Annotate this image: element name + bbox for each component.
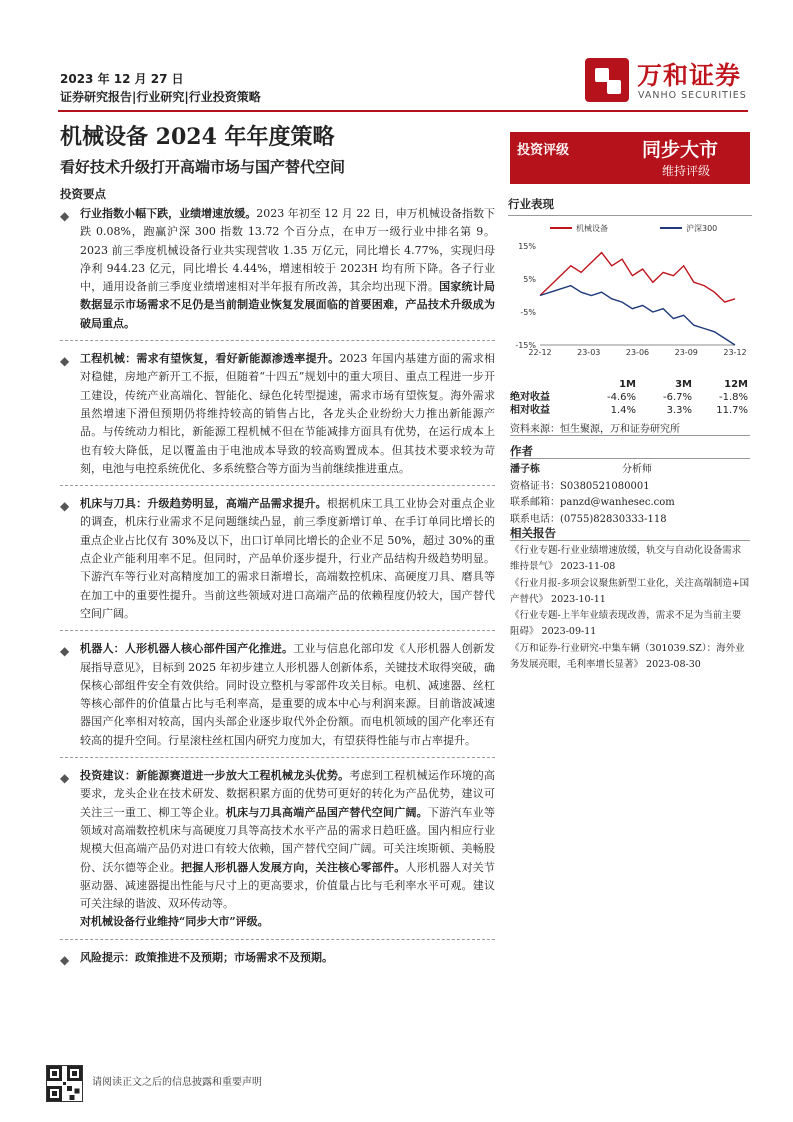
bullet-tail: 政策推进不及预期；市场需求不及预期。 — [135, 950, 333, 964]
page-subtitle: 看好技术升级打开高端市场与国产替代空间 — [60, 158, 346, 176]
bullet-lead: 风险提示： — [80, 950, 135, 964]
bullet-emphasis: 机床与刀具高端产品国产替代空间广阔。 — [225, 805, 428, 819]
table-header-cell: 3M — [675, 379, 692, 390]
data-source: 资料来源：恒生聚源，万和证券研究所 — [510, 424, 680, 435]
author-email[interactable]: 联系邮箱：panzd@wanhesec.com — [510, 497, 675, 508]
divider — [60, 630, 495, 631]
bullet-text: 工业与信息化部印发《人形机器人创新发展指导意见》，目标到 2025 年初步建立人形机器人创新体系，关键技术取得突破，确保核心部组件安全有效供给。同时设立整机与零部件攻关目标。电机、减速器、丝杠等核心部件的价值量占比与毛利率高，是重要的成本中心与利润来源。目前谐波减速器国产化率相对较高，国内头部企业逐步取代外企份额。而电机领域的国产化率还有较高的提升空间。行星滚柱丝杠国内研究力度加大，有望获得性能与市占率提升。 — [80, 642, 496, 747]
x-tick-label: 22-12 — [528, 348, 552, 355]
related-report-item[interactable]: 《行业专题-上半年业绩表现改善，需求不足为当前主要阻碍》 2023-09-11 — [510, 610, 742, 638]
bullet-text: 下游汽车业等领域对高端数控机床与高硬度刀具等高技术水平产品的需求日趋旺盛。国内相应行业规模大但高端产品仍对进口有较大依赖，国产替代空间广阔。可关注埃斯顿、美畅股份、沃尔德等企业。 — [80, 805, 496, 874]
table-cell: -6.7% — [662, 392, 692, 403]
table-header-cell: 1M — [619, 379, 636, 390]
divider — [510, 458, 750, 459]
bullet-text: 2023 年初至 12 月 22 日，申万机械设备指数下跌 0.08%，跑赢沪深 300 指数 13.72 个百分点，在申万一级行业中排名第 9。2023 前三季度机械设备行业共实现营收 1.35 万亿元，同比增长 4.77%，实现归母净利 944.23 亿元，同比增长 4.44%，增速相较于 2023H 均有所下降。各子行业中，通用设备前三季度业绩增速相对半年报有所改善，其余均出现下滑。 — [80, 207, 495, 294]
diamond-icon: ◆ — [60, 209, 70, 223]
bullet-text: 人形机器人对关节驱动器、减速器提出性能与尺寸上的更高要求，价值量占比与毛利率水平可观。建议可关注绿的谐波、双环传动等。 — [80, 860, 496, 911]
rating-value: 同步大市 — [642, 139, 719, 161]
company-logo — [585, 58, 750, 104]
x-tick-label: 23-12 — [723, 348, 747, 355]
table-cell: -4.6% — [606, 392, 636, 403]
divider — [60, 757, 495, 758]
header-divider — [58, 110, 748, 112]
performance-title: 行业表现 — [508, 197, 554, 211]
table-row — [510, 391, 750, 404]
bullet-tail: 对机械设备行业维持“同步大市”评级。 — [80, 915, 269, 929]
related-reports-list — [510, 543, 750, 673]
x-tick-label: 23-03 — [577, 348, 601, 355]
divider — [508, 215, 752, 216]
table-header-cell — [510, 378, 580, 391]
returns-table — [510, 378, 750, 417]
key-points-body — [60, 205, 495, 967]
footer-disclaimer: 请阅读正文之后的信息披露和重要声明 — [92, 1077, 262, 1088]
bullet-construction-machinery — [60, 350, 495, 478]
y-tick-label: 15% — [518, 242, 536, 251]
logo-name-en: VANHO SECURITIES — [638, 90, 747, 101]
author-name: 潘子栋 — [510, 464, 540, 475]
divider — [60, 340, 495, 341]
series-line — [540, 253, 735, 303]
diamond-icon: ◆ — [60, 354, 70, 369]
divider — [510, 540, 750, 541]
page-title: 机械设备 2024 年年度策略 — [60, 124, 335, 150]
related-report-item[interactable]: 《行业月报-多项会议聚焦新型工业化，关注高端制造+国产替代》 2023-10-11 — [510, 577, 750, 605]
bullet-industry — [60, 205, 495, 333]
series-line — [540, 286, 735, 345]
bullet-risk — [60, 949, 495, 967]
bullet-emphasis: 把握人形机器人发展方向，关注核心零部件。 — [181, 860, 406, 874]
table-cell: 11.7% — [716, 405, 748, 416]
table-header-cell: 12M — [724, 379, 748, 390]
qr-code-icon — [46, 1065, 83, 1102]
table-cell: 1.4% — [610, 405, 636, 416]
legend-label: 沪深300 — [686, 224, 718, 233]
logo-name-cn: 万和证券 — [637, 61, 742, 90]
author-info — [510, 462, 750, 528]
y-tick-label: -5% — [520, 308, 536, 317]
bullet-lead: 投资建议：新能源赛道进一步放大工程机械龙头优势。 — [80, 769, 350, 783]
performance-chart — [510, 220, 750, 355]
bullet-robots — [60, 640, 495, 750]
performance-section — [508, 196, 752, 216]
divider — [510, 435, 750, 436]
report-type: 证券研究报告|行业研究|行业投资策略 — [60, 90, 261, 104]
bullet-text: 根据机床工具工业协会对重点企业的调查，机床行业需求不足问题继续凸显，前三季度新增订单、在手订单同比增长的重点企业占比仅有 30%及以下，出口订单同比增长的企业不足 50%，超过 30%的重点企业产能利用率不足。但同时，产品单价逐步提升，行业产品结构升级趋势明显。下游汽车等行业对高精度加工的需求日渐增长，高端数控机床、高硬度刀具、磨具等在加工中的重要性提升。当前这些领域对进口高端产品的依赖程度仍较大，国产替代空间广阔。 — [80, 497, 496, 620]
author-title: 作者 — [510, 444, 533, 458]
bullet-lead: 行业指数小幅下跌，业绩增速放缓。 — [80, 207, 257, 220]
table-cell: 绝对收益 — [510, 392, 550, 403]
diamond-icon: ◆ — [60, 771, 70, 786]
logo-icon — [585, 58, 629, 102]
bullet-lead: 机器人：人形机器人核心部件国产化推进。 — [80, 642, 294, 656]
rating-sub: 维持评级 — [662, 164, 711, 178]
divider — [60, 939, 495, 940]
x-tick-label: 23-06 — [625, 348, 650, 355]
key-points-heading: 投资要点 — [60, 187, 106, 201]
divider — [60, 485, 495, 486]
x-tick-label: 23-09 — [674, 348, 698, 355]
bullet-investment-advice — [60, 767, 495, 932]
bullet-text: 2023 年国内基建方面的需求相对稳健，房地产新开工不振，但随着“十四五”规划中的重大项目、重点工程进一步开工建设，传统产业高端化、智能化、绿色化转型提速，需求市场有望恢复。海外需求虽然增速下滑但预期仍将维持较高的销售占比，各龙头企业纷纷大力推出新能源产品。与传统动力相比，新能源工程机械不但在节能减排方面具有优势，在运行成本上也有较大降低，足以覆盖由于电池成本导致的较高购置成本。但其技术要求较为苛刻，电池与电控系统优化、多系统整合等方面为当前继续推进重点。 — [80, 352, 496, 475]
author-phone: 联系电话：(0755)82830333-118 — [510, 513, 667, 525]
bullet-machine-tools — [60, 495, 495, 623]
y-tick-label: -15% — [515, 341, 536, 350]
diamond-icon: ◆ — [60, 952, 70, 967]
bullet-text: 考虑到工程机械运作环境的高要求，龙头企业在技术研发、数据积累方面的优势可更好的转化为产品优势，建议可关注三一重工、柳工等企业。 — [80, 769, 496, 819]
table-row — [510, 404, 750, 417]
related-reports-title: 相关报告 — [510, 526, 556, 540]
legend-label: 机械设备 — [576, 224, 608, 233]
chart-svg — [510, 220, 750, 355]
report-date: 2023 年 12 月 27 日 — [60, 72, 184, 86]
bullet-lead: 工程机械：需求有望恢复，看好新能源渗透率提升。 — [80, 352, 340, 366]
table-cell: 相对收益 — [510, 405, 550, 416]
author-role: 分析师 — [622, 464, 652, 475]
diamond-icon: ◆ — [60, 644, 70, 659]
table-cell: 3.3% — [666, 405, 692, 416]
related-report-item[interactable]: 《万和证券-行业研究-中集车辆（301039.SZ）：海外业务发展亮眼，毛利率增长显著》 2023-08-30 — [510, 642, 745, 671]
diamond-icon: ◆ — [60, 499, 70, 514]
author-cert: 资格证书：S0380521080001 — [510, 480, 650, 492]
table-cell: -1.8% — [718, 392, 748, 403]
related-report-item[interactable]: 《行业专题-行业业绩增速放缓，轨交与自动化设备需求维持景气》 2023-11-08 — [510, 545, 742, 573]
bullet-tail: 国家统计局数据显示市场需求不足仍是当前制造业恢复发展面临的首要困难，产品技术升级成为破局重点。 — [80, 280, 495, 330]
y-tick-label: 5% — [523, 275, 536, 284]
rating-label: 投资评级 — [517, 143, 570, 158]
table-header — [510, 378, 750, 391]
bullet-lead: 机床与刀具：升级趋势明显，高端产品需求提升。 — [80, 497, 327, 511]
